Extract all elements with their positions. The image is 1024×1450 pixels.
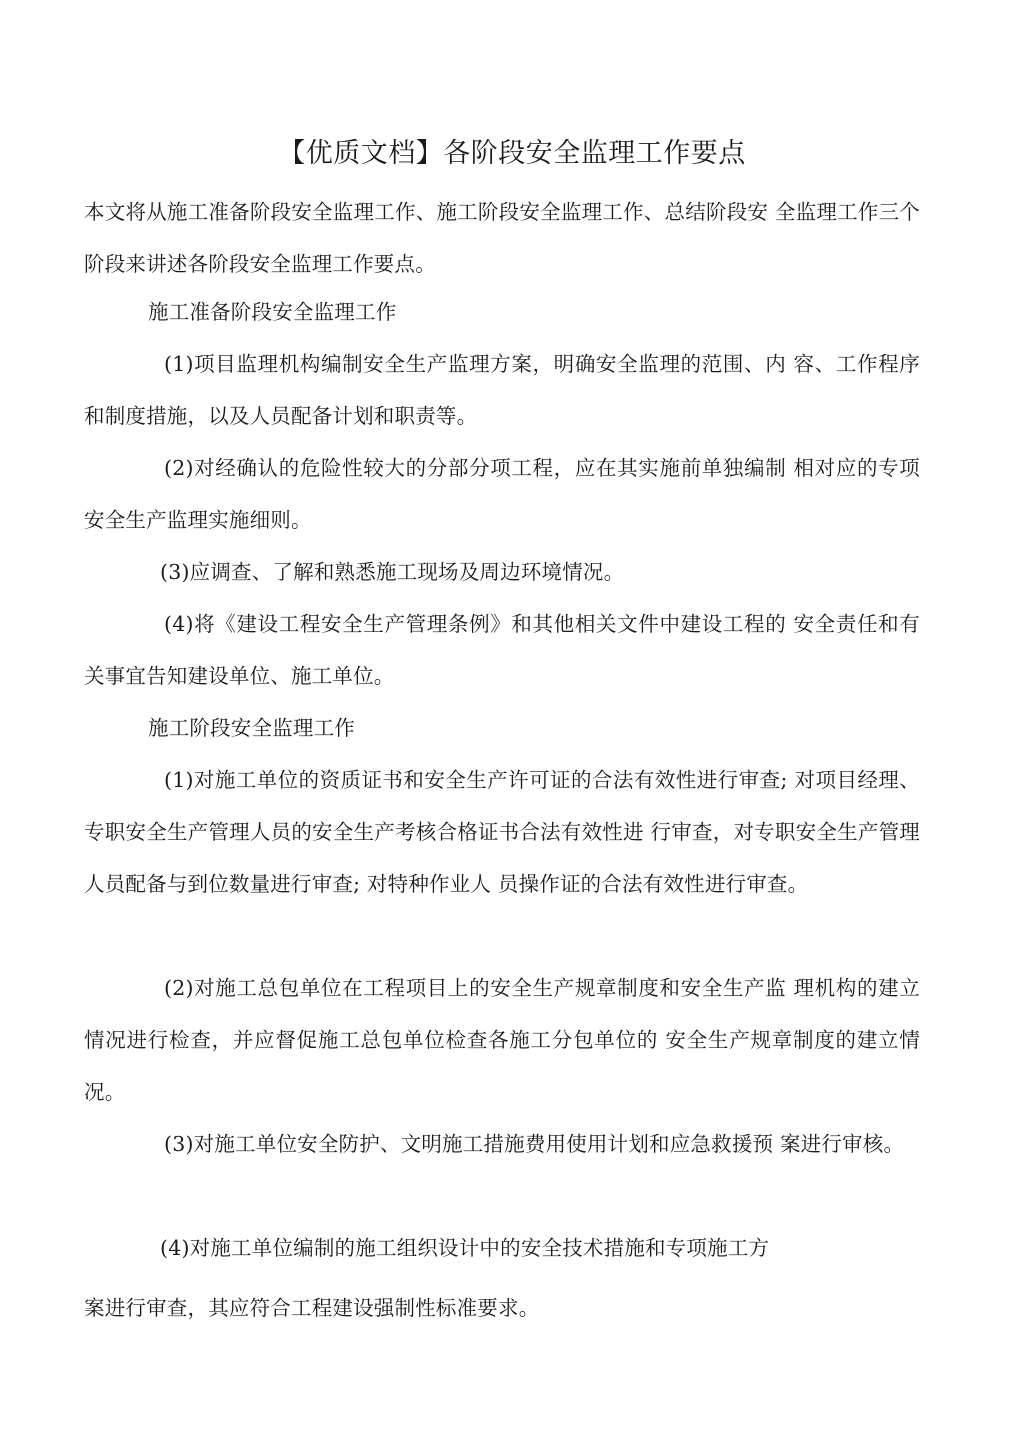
section-heading-construction: 施工阶段安全监理工作 xyxy=(148,716,355,740)
intro-paragraph: 本文将从施工准备阶段安全监理工作、施工阶段安全监理工作、总结阶段安 全监理工作三个阶段来讲述各阶段安全监理工作要点。 xyxy=(84,200,920,276)
construction-item-3: (3)对施工单位安全防护、文明施工措施费用使用计划和应急救援预 案进行审核。 xyxy=(164,1132,905,1156)
section-heading-preparation: 施工准备阶段安全监理工作 xyxy=(148,300,397,324)
preparation-item-2: (2)对经确认的危险性较大的分部分项工程，应在其实施前单独编制 相对应的专项安全生产监理实施细则。 xyxy=(84,456,920,532)
construction-item-4: (4)对施工单位编制的施工组织设计中的安全技术措施和专项施工方 xyxy=(160,1236,770,1260)
construction-item-1: (1)对施工单位的资质证书和安全生产许可证的合法有效性进行审查; 对项目经理、专职安全生产管理人员的安全生产考核合格证书合法有效性进 行审查，对专职安全生产管理人员配备与到位数量进行审查; 对特种作业人 员操作证的合法有效性进行审查。 xyxy=(84,768,920,896)
preparation-item-4: (4)将《建设工程安全生产管理条例》和其他相关文件中建设工程的 安全责任和有关事宜告知建设单位、施工单位。 xyxy=(84,612,920,688)
document-title: 【优质文档】各阶段安全监理工作要点 xyxy=(278,138,746,169)
construction-item-2: (2)对施工总包单位在工程项目上的安全生产规章制度和安全生产监 理机构的建立情况进行检查，并应督促施工总包单位检查各施工分包单位的 安全生产规章制度的建立情况。 xyxy=(84,976,920,1104)
preparation-item-3: (3)应调查、了解和熟悉施工现场及周边环境情况。 xyxy=(160,560,625,584)
preparation-item-1: (1)项目监理机构编制安全生产监理方案，明确安全监理的范围、内 容、工作程序和制度措施，以及人员配备计划和职责等。 xyxy=(84,352,920,428)
construction-item-4-continuation: 案进行审查，其应符合工程建设强制性标准要求。 xyxy=(84,1296,540,1320)
